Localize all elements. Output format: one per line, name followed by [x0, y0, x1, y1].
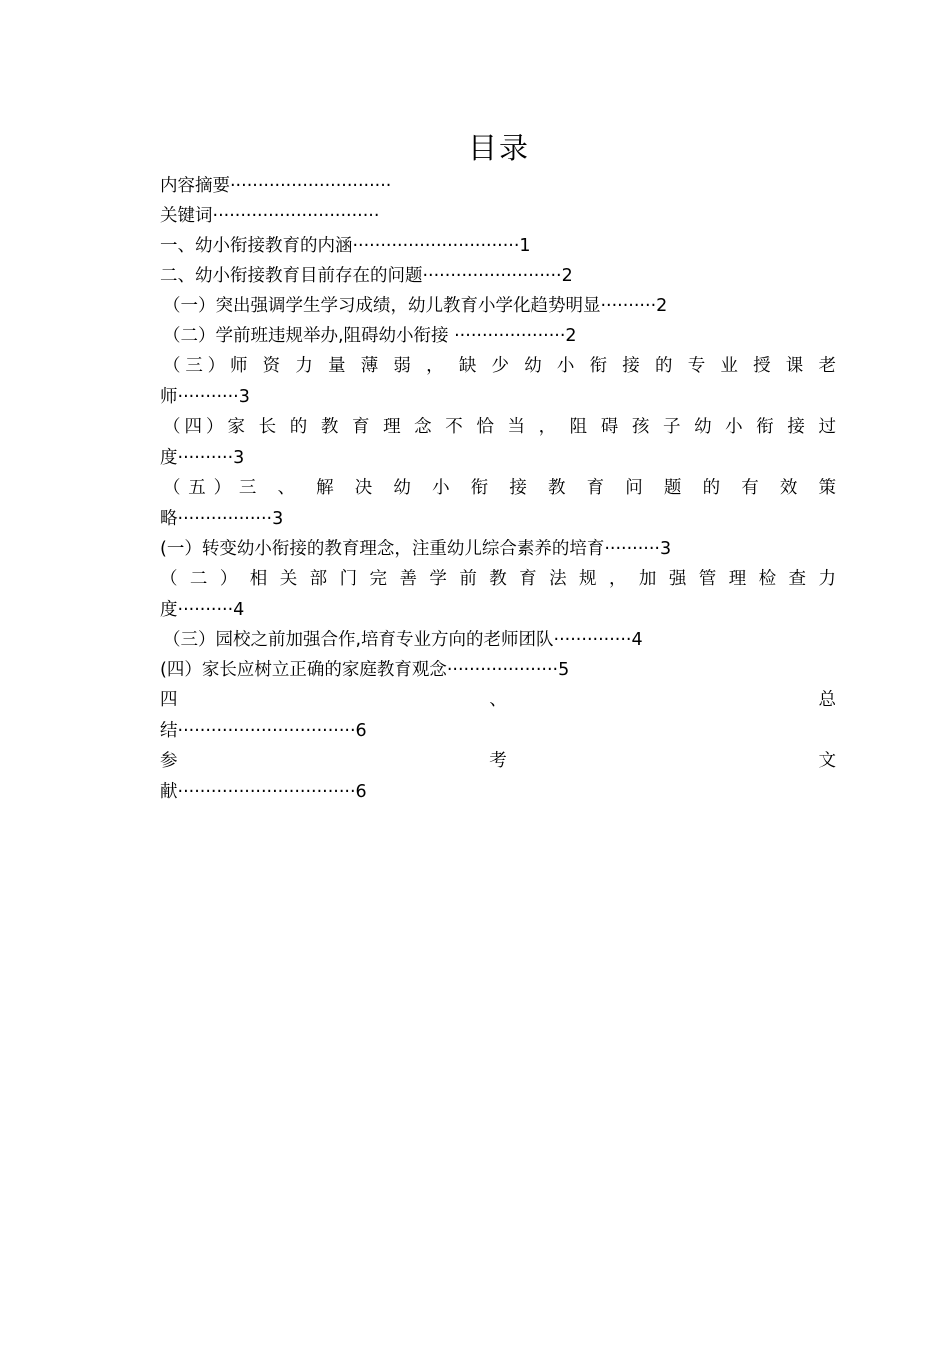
toc-entry-3-3: （三）园校之前加强合作,培育专业方向的老师团队··············4 — [163, 630, 643, 650]
toc-entry-keywords: 关键词······························ — [160, 206, 380, 226]
toc-entry-section-4-line2: 结································6 — [160, 721, 367, 741]
toc-entry-2-2: （二）学前班违规举办,阻碍幼小衔接 ····················2 — [163, 326, 577, 346]
toc-entry-2-4-line2: 度··········3 — [160, 448, 245, 468]
toc-entry-references-line1: 参 考 文 — [160, 751, 836, 771]
toc-entry-2-4-line1: （四）家 长 的 教 育 理 念 不 恰 当 ， 阻 碍 孩 子 幼 小 衔 接 过 — [163, 417, 836, 437]
toc-entry-2-3-line2: 师···········3 — [160, 387, 250, 407]
toc-entry-references-line2: 献································6 — [160, 782, 367, 802]
toc-entry-3-2-line1: （ 二 ） 相 关 部 门 完 善 学 前 教 育 法 规 ， 加 强 管 理 检 查 力 — [160, 569, 836, 589]
toc-entry-section-2: 二、幼小衔接教育目前存在的问题·························2 — [160, 266, 573, 286]
toc-entry-2-5-line1: （五）三 、 解 决 幼 小 衔 接 教 育 问 题 的 有 效 策 — [163, 478, 836, 498]
toc-entry-3-2-line2: 度··········4 — [160, 600, 245, 620]
toc-entry-abstract: 内容摘要····························· — [160, 176, 392, 196]
toc-entry-section-4-line1: 四 、 总 — [160, 690, 836, 710]
toc-entry-2-3-line1: （三）师 资 力 量 薄 弱 ， 缺 少 幼 小 衔 接 的 专 业 授 课 老 — [163, 356, 836, 376]
toc-entry-3-4: (四）家长应树立正确的家庭教育观念····················5 — [160, 660, 570, 680]
toc-entry-section-1: 一、幼小衔接教育的内涵······························1 — [160, 236, 531, 256]
toc-entry-2-5-line2: 略·················3 — [160, 509, 284, 529]
toc-title: 目录 — [467, 131, 530, 165]
toc-entry-3-1: (一）转变幼小衔接的教育理念，注重幼儿综合素养的培育··········3 — [160, 539, 672, 559]
toc-entry-2-1: （一）突出强调学生学习成绩，幼儿教育小学化趋势明显··········2 — [163, 296, 668, 316]
